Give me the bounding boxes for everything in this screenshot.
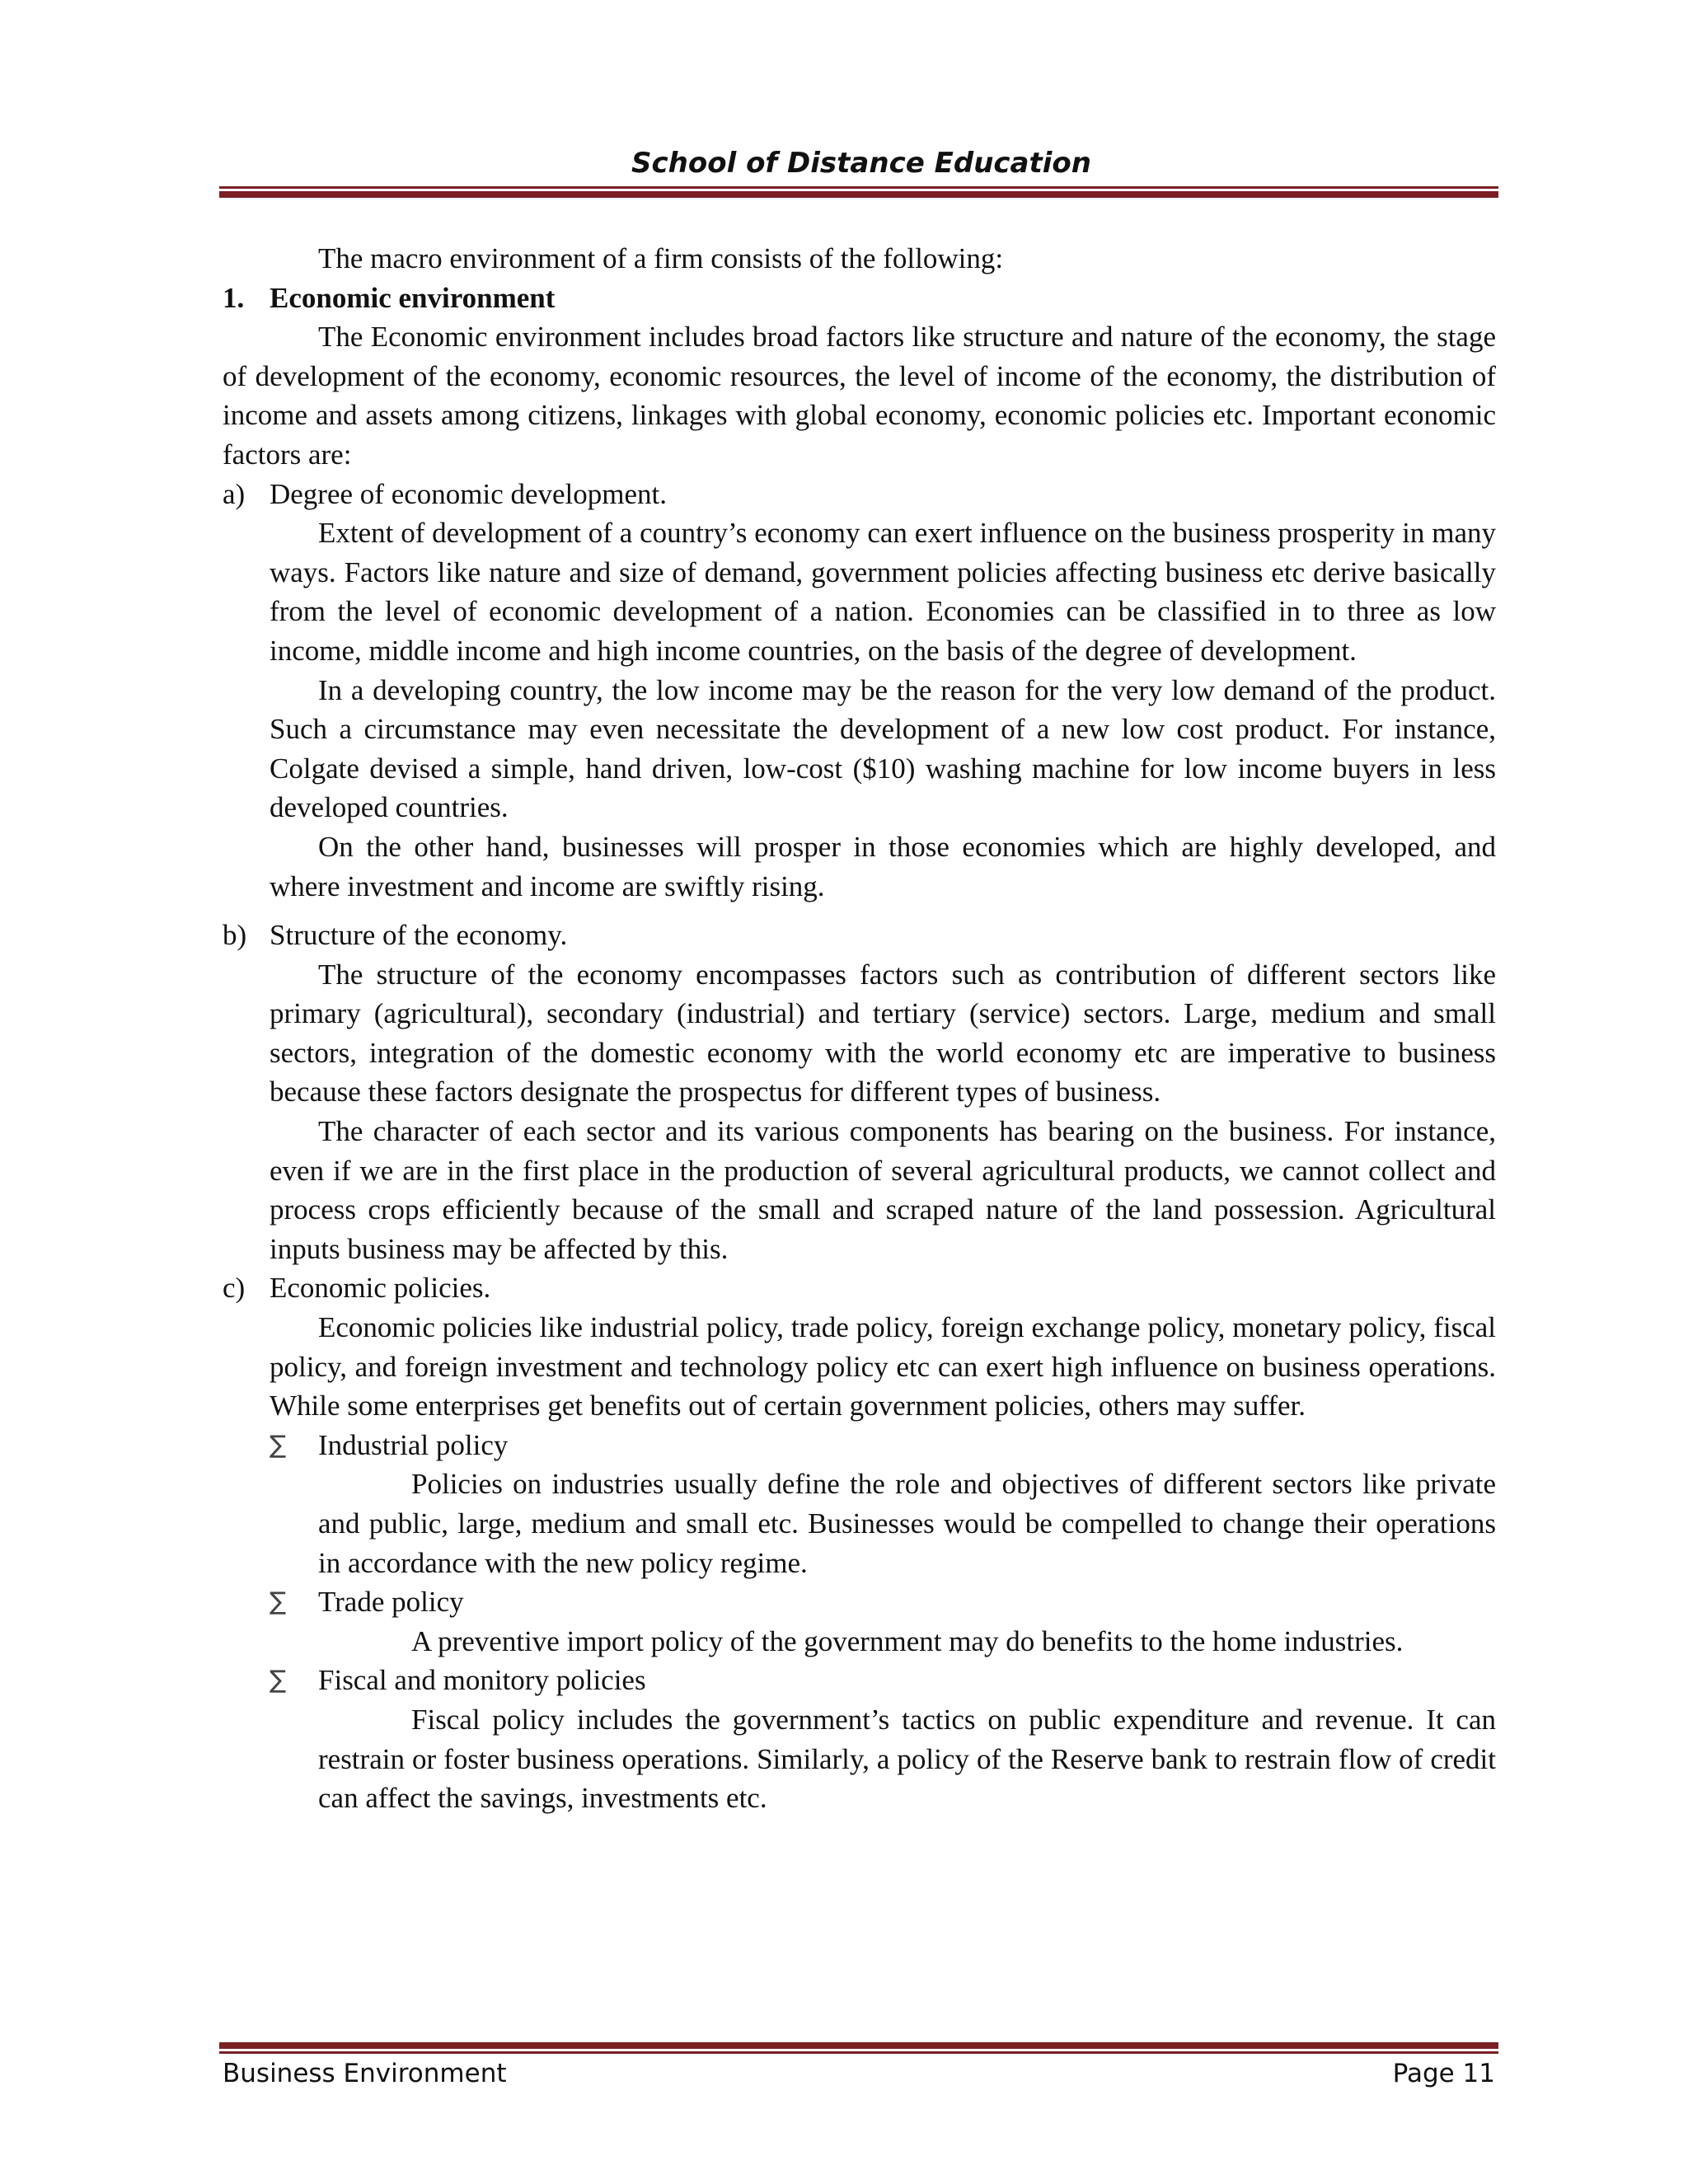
list-marker-a: a) <box>223 477 246 510</box>
paragraph-a3: On the other hand, businesses will prosper in those economies which are highly developed, and where investment and income are swiftly rising. <box>270 830 1496 902</box>
footer-left-text: Business Environment <box>223 2059 507 2088</box>
bullet-item-trade-policy <box>223 1582 1496 1622</box>
list-marker-c: c) <box>223 1272 246 1305</box>
section-title: Economic environment <box>270 281 556 314</box>
section-heading <box>223 279 1496 318</box>
page-header-title: School of Distance Education <box>631 147 1091 180</box>
paragraph-a1: Extent of development of a country’s economy can exert influence on the business prosperity in many ways. Factors like nature and size of demand, government policies affecting business etc derive basically from the level of economic development of a nation. Economies can be classified in to three as low income, middle income and high income countries, on the basis of the degree of development. <box>270 517 1496 667</box>
sigma-bullet-icon: ∑ <box>270 1587 287 1617</box>
list-marker-b: b) <box>223 919 247 952</box>
bullet-title: Fiscal and monitory policies <box>318 1664 646 1697</box>
bullet-title: Trade policy <box>318 1586 464 1619</box>
paragraph-c1: Economic policies like industrial policy, trade policy, foreign exchange policy, monetary policy, fiscal policy, and foreign investment and technology policy etc can exert high influence on business operations. While some enterprises get benefits out of certain government policies, others may suffer. <box>270 1311 1496 1422</box>
paragraph-b2: The character of each sector and its various components has bearing on the business. For instance, even if we are in the first place in the production of several agricultural products, we cannot collect and process crops efficiently because of the small and scraped nature of the land possession. Agricultural inputs business may be affected by this. <box>270 1115 1496 1265</box>
list-item-c <box>223 1268 1496 1308</box>
list-item-b <box>223 916 1496 955</box>
list-title-a: Degree of economic development. <box>270 477 668 510</box>
paragraph-a2: In a developing country, the low income may be the reason for the very low demand of the product. Such a circumstance may even necessitate the development of a new low cost product. For instance, Colgate devised a simple, hand driven, low-cost ($10) washing machine for low income buyers in less developed countries. <box>270 673 1496 824</box>
sigma-bullet-icon: ∑ <box>270 1666 287 1695</box>
footer-rule <box>219 2042 1498 2054</box>
header-rule <box>219 186 1498 198</box>
section-number: 1. <box>223 281 245 314</box>
bullet-paragraph: A preventive import policy of the government may do benefits to the home industries. <box>411 1624 1404 1657</box>
section-paragraph: The Economic environment includes broad factors like structure and nature of the economy, the stage of development of the economy, economic resources, the level of income of the economy, the distribution of income and assets among citizens, linkages with global economy, economic policies etc. Important economic factors are: <box>223 321 1496 471</box>
paragraph-b1: The structure of the economy encompasses factors such as contribution of different sectors like primary (agricultural), secondary (industrial) and tertiary (service) sectors. Large, medium and small sectors, integration of the domestic economy with the world economy etc are imperative to business because these factors designate the prospectus for different types of business. <box>270 958 1496 1108</box>
document-body <box>223 239 1496 1818</box>
list-title-c: Economic policies. <box>270 1272 491 1305</box>
bullet-paragraph: Policies on industries usually define the role and objectives of different sectors like private and public, large, medium and small etc. Businesses would be compelled to change their operations in accordance with the new policy regime. <box>318 1468 1496 1579</box>
bullet-paragraph: Fiscal policy includes the government’s tactics on public expenditure and revenue. It can restrain or foster business operations. Similarly, a policy of the Reserve bank to restrain flow of credit can affect the savings, investments etc. <box>318 1703 1496 1815</box>
bullet-title: Industrial policy <box>318 1428 509 1461</box>
list-item-a <box>223 475 1496 514</box>
sigma-bullet-icon: ∑ <box>270 1430 287 1460</box>
page-number: Page 11 <box>1392 2059 1495 2088</box>
bullet-item-industrial-policy <box>223 1426 1496 1465</box>
intro-paragraph: The macro environment of a firm consists of the following: <box>318 242 1004 274</box>
list-title-b: Structure of the economy. <box>270 919 568 952</box>
bullet-item-fiscal-policy <box>223 1661 1496 1700</box>
